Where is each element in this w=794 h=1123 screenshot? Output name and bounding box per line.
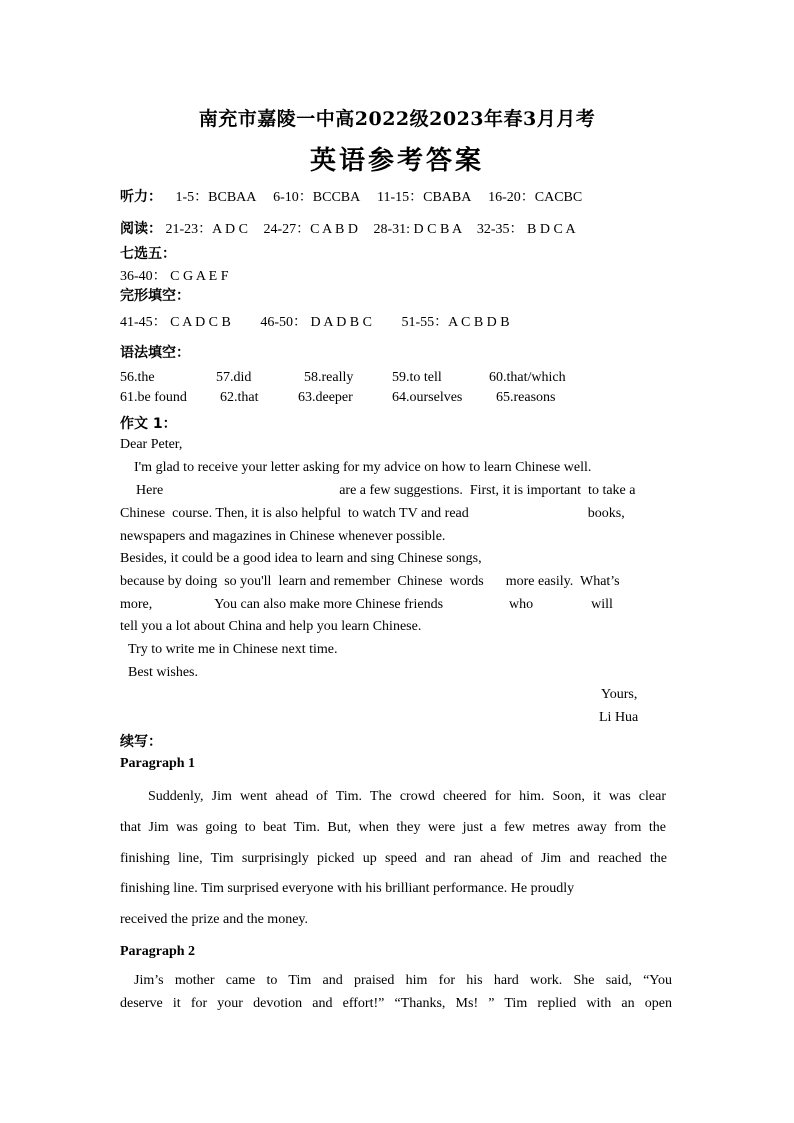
grammar-answer-62: 62.that [220, 390, 259, 405]
grammar-answer-59: 59.to tell [392, 370, 442, 385]
listening-group-2: 6-10：BCCBA [273, 190, 360, 205]
grammar-label: 语法填空： [120, 345, 190, 361]
paragraph-1-line-4: finishing line. Tim surprised everyone with his brilliant performance. He proudly [120, 881, 575, 896]
letter-line-1: I'm glad to receive your letter asking for my advice on how to learn Chinese well. [134, 460, 592, 475]
reading-group-1: 21-23：A D C [165, 222, 248, 237]
grammar-answer-57: 57.did [216, 370, 252, 385]
grammar-answer-64: 64.ourselves [392, 390, 463, 405]
letter-line-8: tell you a lot about China and help you learn Chinese. [120, 619, 422, 634]
listening-group-3: 11-15：CBABA [376, 190, 471, 205]
letter-closing: Yours, [601, 687, 638, 702]
grammar-answer-63: 63.deeper [298, 390, 353, 405]
grammar-answer-60: 60.that/which [489, 370, 566, 385]
writing1-label: 作文 1： [120, 416, 177, 432]
listening-label: 听力： [120, 189, 162, 205]
letter-line-3: Chinese course. Then, it is also helpful to watch TV and read books, [120, 506, 625, 521]
reading-label: 阅读： [120, 221, 162, 237]
reading-answers [120, 218, 576, 238]
paragraph-1-line-1: Suddenly, Jim went ahead of Tim. The crowd cheered for him. Soon, it was clear [148, 789, 666, 804]
reading-group-4: 32-35： B D C A [476, 222, 576, 237]
letter-line-7: more, You can also make more Chinese friends who will [120, 597, 613, 612]
grammar-answer-65: 65.reasons [496, 390, 556, 405]
letter-line-9: Try to write me in Chinese next time. [128, 642, 338, 657]
letter-line-5: Besides, it could be a good idea to learn and sing Chinese songs, [120, 551, 482, 566]
listening-group-4: 16-20：CACBC [488, 190, 583, 205]
reading-group-2: 24-27：C A B D [263, 222, 358, 237]
grammar-answer-61: 61.be found [120, 390, 187, 405]
seven-choose-five-label: 七选五： [120, 246, 176, 262]
paragraph-2-title: Paragraph 2 [120, 944, 196, 959]
listening-group-1: 1-5：BCBAA [175, 190, 256, 205]
cloze-label: 完形填空： [120, 288, 190, 304]
listening-answers [120, 186, 582, 206]
cloze-group-2: 46-50： D A D B C [260, 315, 372, 330]
cloze-group-3: 51-55：A C B D B [401, 315, 510, 330]
letter-salutation: Dear Peter, [120, 437, 183, 452]
paragraph-1-line-3: finishing line, Tim surprisingly picked up speed and ran ahead of Jim and reached the [120, 851, 667, 866]
letter-line-4: newspapers and magazines in Chinese whenever possible. [120, 529, 446, 544]
paragraph-2-line-1: Jim’s mother came to Tim and praised him for his hard work. She said, “You [134, 973, 672, 988]
answer-key-title: 英语参考答案 [309, 146, 484, 176]
paragraph-1-line-5: received the prize and the money. [120, 912, 309, 927]
grammar-answer-56: 56.the [120, 370, 155, 385]
letter-line-10: Best wishes. [128, 665, 198, 680]
letter-signature: Li Hua [599, 710, 639, 725]
exam-title: 南充市嘉陵一中高2022级2023年春3月月考 [198, 108, 596, 130]
paragraph-1-line-2: that Jim was going to beat Tim. But, when they were just a few metres away from the [120, 820, 666, 835]
paragraph-2-line-2: deserve it for your devotion and effort!” “Thanks, Ms! ” Tim replied with an open [120, 996, 672, 1011]
reading-group-3: 28-31: D C B A [373, 222, 462, 237]
continuation-label: 续写： [120, 734, 162, 750]
cloze-group-1: 41-45： C A D C B [120, 315, 231, 330]
cloze-answers [120, 311, 510, 331]
seven-choose-five-answers: 36-40： C G A E F [120, 269, 229, 284]
paragraph-1-title: Paragraph 1 [120, 756, 196, 771]
letter-line-2: Here are a few suggestions. First, it is important to take a [136, 483, 636, 498]
letter-line-6: because by doing so you'll learn and remember Chinese words more easily. What’s [120, 574, 620, 589]
grammar-answer-58: 58.really [304, 370, 354, 385]
